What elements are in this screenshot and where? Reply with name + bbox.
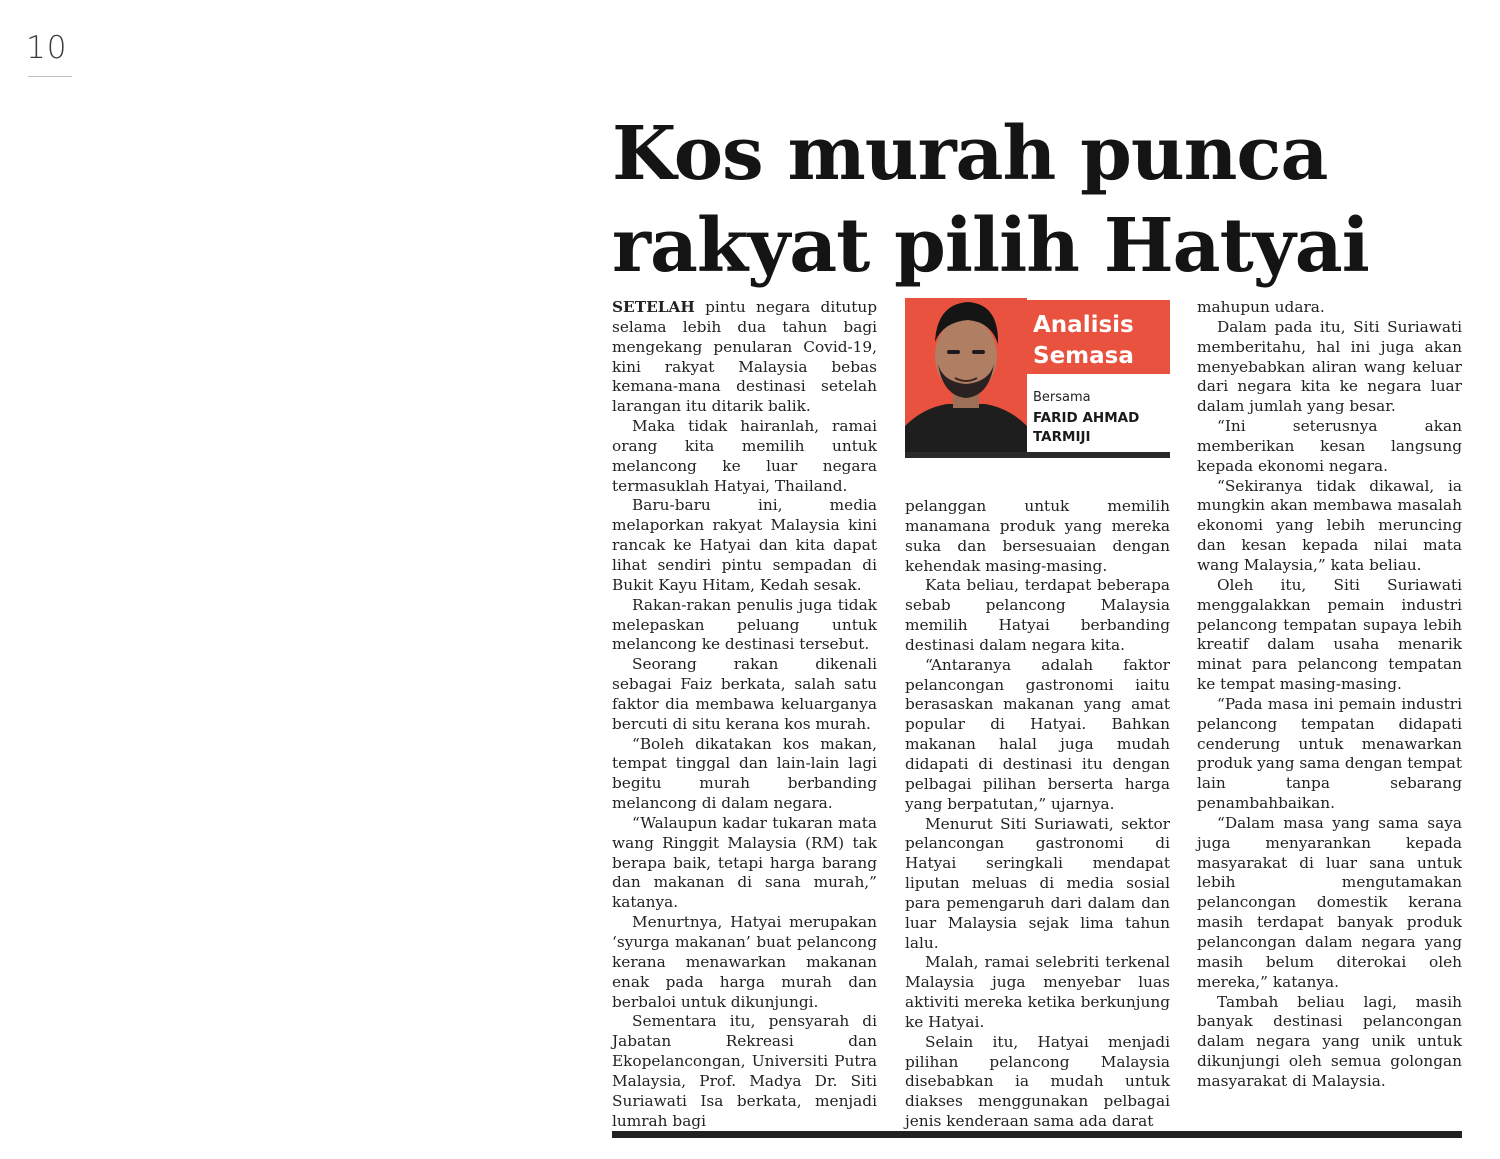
article-column-2: [905, 497, 1170, 1132]
paragraph: “Boleh dikatakan kos makan, tempat tinggal dan lain-lain lagi begitu murah berbanding melancong di dalam negara.: [612, 734, 877, 813]
paragraph: pelanggan untuk memilih manamana produk yang mereka suka dan bersesuaian dengan kehendak masing-masing.: [905, 497, 1170, 575]
article-bottom-rule: [612, 1131, 1462, 1138]
box-title-line-2: Semasa: [1033, 343, 1134, 369]
paragraph: “Dalam masa yang sama saya juga menyarankan kepada masyarakat di luar sana untuk lebih mengutamakan pelancongan domestik kerana masih terdapat banyak produk pelancongan dalam negara yang masih belum diterokai oleh mereka,” katanya.: [1197, 813, 1462, 991]
paragraph: Sementara itu, pensyarah di Jabatan Rekreasi dan Ekopelancongan, Universiti Putra Malaysia, Prof. Madya Dr. Siti Suriawati Isa berkata, menjadi lumrah bagi: [612, 1012, 877, 1130]
lead-word: SETELAH: [612, 298, 695, 316]
paragraph: Rakan-rakan penulis juga tidak melepaskan peluang untuk melancong ke destinasi tersebut.: [612, 595, 877, 654]
paragraph: [612, 298, 877, 417]
page-number: 10: [26, 30, 68, 66]
paragraph: Maka tidak hairanlah, ramai orang kita memilih untuk melancong ke luar negara termasuklah Hatyai, Thailand.: [612, 417, 877, 495]
paragraph: “Sekiranya tidak dikawal, ia mungkin akan membawa masalah ekonomi yang lebih meruncing dan kesan kepada nilai mata wang Malaysia,” kata beliau.: [1197, 476, 1462, 574]
paragraph: mahupun udara.: [1197, 298, 1325, 316]
box-title-line-1: Analisis: [1033, 312, 1134, 338]
headline-line-1: Kos murah punca: [612, 111, 1328, 197]
paragraph-text: pintu negara ditutup selama lebih dua tahun bagi mengekang penularan Covid-19, kini rakyat Malaysia bebas kemana-mana destinasi setelah larangan itu ditarik balik.: [612, 298, 877, 416]
paragraph: Seorang rakan dikenali sebagai Faiz berkata, salah satu faktor dia membawa keluarganya bercuti di situ kerana kos murah.: [612, 655, 877, 733]
columnist-box-rule: [905, 452, 1170, 458]
paragraph: Menurut Siti Suriawati, sektor pelancongan gastronomi di Hatyai seringkali mendapat liputan meluas di media sosial para pemengaruh dari dalam dan luar Malaysia sejak lima tahun lalu.: [905, 814, 1170, 952]
headline: [612, 108, 1472, 292]
headline-line-2: rakyat pilih Hatyai: [612, 203, 1369, 289]
columnist-with-label: Bersama: [1033, 390, 1091, 405]
paragraph: “Pada masa ini pemain industri pelancong tempatan didapati cenderung untuk menawarkan produk yang sama dengan tempat lain tanpa sebarang penambahbaikan.: [1197, 694, 1462, 813]
article-column-3: [1197, 298, 1462, 1092]
paragraph: Dalam pada itu, Siti Suriawati memberitahu, hal ini juga akan menyebabkan aliran wang keluar dari negara kita ke negara luar dalam jumlah yang besar.: [1197, 317, 1462, 416]
columnist-name: [1033, 409, 1167, 447]
columnist-box-title: [1033, 310, 1167, 372]
author-line-2: TARMIJI: [1033, 429, 1091, 445]
paragraph: “Ini seterusnya akan memberikan kesan langsung kepada ekonomi negara.: [1197, 417, 1462, 475]
paragraph: Oleh itu, Siti Suriawati menggalakkan pemain industri pelancong tempatan supaya lebih kreatif dalam usaha menarik minat para pelancong tempatan ke tempat masing-masing.: [1197, 575, 1462, 694]
columnist-photo: [905, 298, 1027, 452]
paragraph: Malah, ramai selebriti terkenal Malaysia juga menyebar luas aktiviti mereka ketika berkunjung ke Hatyai.: [905, 953, 1170, 1031]
paragraph: Kata beliau, terdapat beberapa sebab pelancong Malaysia memilih Hatyai berbanding destinasi dalam negara kita.: [905, 576, 1170, 654]
paragraph: Menurtnya, Hatyai merupakan ‘syurga makanan’ buat pelancong kerana menawarkan makanan enak pada harga murah dan berbaloi untuk dikunjungi.: [612, 913, 877, 1011]
paragraph: “Walaupun kadar tukaran mata wang Ringgit Malaysia (RM) tak berapa baik, tetapi harga barang dan makanan di sana murah,” katanya.: [612, 813, 877, 912]
paragraph: Baru-baru ini, media melaporkan rakyat Malaysia kini rancak ke Hatyai dan kita dapat lihat sendiri pintu sempadan di Bukit Kayu Hitam, Kedah sesak.: [612, 496, 877, 594]
paragraph: “Antaranya adalah faktor pelancongan gastronomi iaitu berasaskan makanan yang amat popular di Hatyai. Bahkan makanan halal juga mudah didapati di destinasi itu dengan pelbagai pilihan berserta harga yang berpatutan,” ujarnya.: [905, 655, 1170, 813]
paragraph: Selain itu, Hatyai menjadi pilihan pelancong Malaysia disebabkan ia mudah untuk diakses menggunakan pelbagai jenis kenderaan sama ada darat: [905, 1032, 1170, 1131]
columnist-box: [905, 298, 1170, 460]
paragraph: Tambah beliau lagi, masih banyak destinasi pelancongan dalam negara yang unik untuk dikunjungi oleh semua golongan masyarakat di Malaysia.: [1197, 992, 1462, 1090]
page-number-rule: [28, 76, 72, 77]
article-column-1: [612, 298, 877, 1131]
author-line-1: FARID AHMAD: [1033, 410, 1140, 426]
